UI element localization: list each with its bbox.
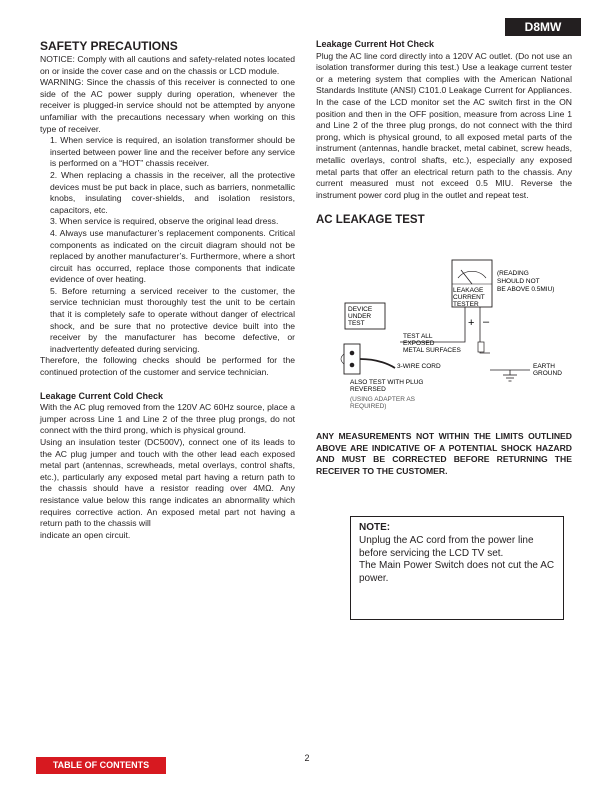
tester-label-line-2: CURRENT [453, 294, 485, 301]
cold-check-title: Leakage Current Cold Check [40, 390, 164, 401]
test-all-label-line-1: TEST ALL [403, 333, 433, 340]
precaution-item-1: 1. When service is required, an isolation transformer should be inserted between power line and the receiver before any service is performed on a “HOT” chassis receiver. [50, 135, 295, 169]
section-title: SAFETY PRECAUTIONS [40, 39, 178, 53]
table-of-contents-button[interactable]: TABLE OF CONTENTS [36, 757, 166, 774]
hot-check-section [316, 39, 572, 227]
test-all-label-line-2: EXPOSED [403, 340, 435, 347]
ac-leakage-test-diagram [340, 258, 580, 418]
shock-hazard-warning: ANY MEASUREMENTS NOT WITHIN THE LIMITS OUTLINED ABOVE ARE INDICATIVE OF A POTENTIAL SHOCK HAZARD AND MUST BE CORRECTED BEFORE RETURNING THE RECEIVER TO THE CUSTOMER. [316, 431, 572, 476]
three-wire-cord [360, 359, 395, 368]
cold-check-paragraph-2: Using an insulation tester (DC500V), connect one of its leads to the AC plug jumper and touch with the other lead each exposed metal part (antennas, screwheads, metal overlays, control shafts, etc.), particularly any exposed metal part having a return path to the chassis should have a resistor reading over 4MΩ. Any resistance value below this range indicates an abnormality which requires corrective action. An exposed metal part not having a return path to the chassis will [40, 437, 295, 529]
adapter-label-line-1: (USING ADAPTER AS [350, 396, 416, 403]
note-line-2: The Main Power Switch does not cut the AC power. [359, 560, 555, 585]
model-tag: D8MW [505, 18, 581, 36]
warning-text: WARNING: Since the chassis of this receiver is connected to one side of the AC power supply during operation, whenever the receiver is plugged-in service should not be attempted by anyone unfamiliar with the precautions necessary when working on this type of receiver. [40, 77, 295, 134]
plus-sign: + [468, 317, 475, 329]
note-title: NOTE: [359, 522, 391, 533]
wall-outlet [341, 344, 360, 374]
precaution-item-2: 2. When replacing a chassis in the receiver, all the protective devices must be put back in place, such as barriers, nonmetallic knobs, insulating cover-shields, and isolation resistors, capacitors, etc. [50, 169, 295, 215]
also-test-label-line-1: ALSO TEST WITH PLUG [350, 379, 424, 386]
precaution-item-3: 3. When service is required, observe the original lead dress. [50, 216, 279, 227]
safety-precautions-section [40, 39, 295, 541]
adapter-label-line-2: REQUIRED) [350, 403, 387, 410]
reading-label-line-3: BE ABOVE 0.5MIU) [497, 286, 555, 293]
minus-sign: – [483, 316, 490, 328]
ground-symbol [503, 370, 517, 381]
device-label-line-1: DEVICE [348, 306, 373, 313]
tester-label-line-1: LEAKAGE [453, 287, 484, 294]
therefore-text: Therefore, the following checks should be performed for the continued protection of the customer and service technician. [40, 355, 295, 378]
reading-label-line-1: (READING [497, 270, 529, 277]
earth-label-line-1: EARTH [533, 363, 555, 370]
hot-check-title: Leakage Current Hot Check [316, 39, 435, 49]
note-box [350, 516, 564, 620]
cold-check-paragraph-1: With the AC plug removed from the 120V AC 60Hz source, place a jumper across Line 1 and Line 2 of the three plug prongs, do not connect with the third prong, which is physical ground. [40, 402, 295, 436]
precaution-item-5: 5. Before returning a serviced receiver to the customer, the service technician must thoroughly test the unit to be certain that it is completely safe to operate without danger of electrical shock, and be sure that no protective device built into the receiver by the manufacturer has become defective, or inadvertently defeated during servicing. [50, 285, 295, 354]
also-test-label-line-2: REVERSED [350, 386, 386, 393]
cold-check-paragraph-3: indicate an open circuit. [40, 529, 131, 540]
device-label-line-2: UNDER [348, 313, 372, 320]
ac-leakage-test-title: AC LEAKAGE TEST [316, 214, 425, 227]
precaution-item-4: 4. Always use manufacturer’s replacement components. Critical components as indicated on the circuit diagram should not be replaced by another manufacturer’s. Furthermore, where a short circuit has occurred, replace those components that indicate evidence of over heating. [50, 227, 295, 285]
hot-check-text: Plug the AC line cord directly into a 120V AC outlet. (Do not use an isolation transformer during this test.) Use a leakage current tester or a metering system that complies with the American National Standards Institute (ANSI) C101.0 Leakage Current for Appliances. In the case of the LCD monitor set the AC switch first in the ON position and then in the OFF position, measure from across Line 1 and Line 2 of the three plug prongs, do not connect with the third prong, which is physical ground, to all exposed metal parts of the instrument (antennas, handle bracket, metal cabinet, screw heads, metallic overlays, control shafts, etc.), especially any exposed metal parts that offer an electrical return path to the chassis. Any current measured must not exceed 0.5 MIU. Reverse the instrument power cord plug in the outlet and repeat test. [316, 50, 572, 200]
note-line-1: Unplug the AC cord from the power line before servicing the LCD TV set. [359, 534, 534, 559]
page-number: 2 [304, 753, 310, 763]
probe-tip [478, 342, 484, 352]
reading-label-line-2: SHOULD NOT [497, 278, 540, 285]
device-label-line-3: TEST [348, 320, 365, 327]
notice-text: NOTICE: Comply with all cautions and safety-related notes located on or inside the cover case and on the chassis or LCD module. [40, 54, 295, 76]
earth-label-line-2: GROUND [533, 370, 562, 377]
test-all-label-line-3: METAL SURFACES [403, 347, 461, 354]
cord-label: 3-WIRE CORD [397, 363, 441, 370]
tester-label-line-3: TESTER [453, 301, 479, 308]
